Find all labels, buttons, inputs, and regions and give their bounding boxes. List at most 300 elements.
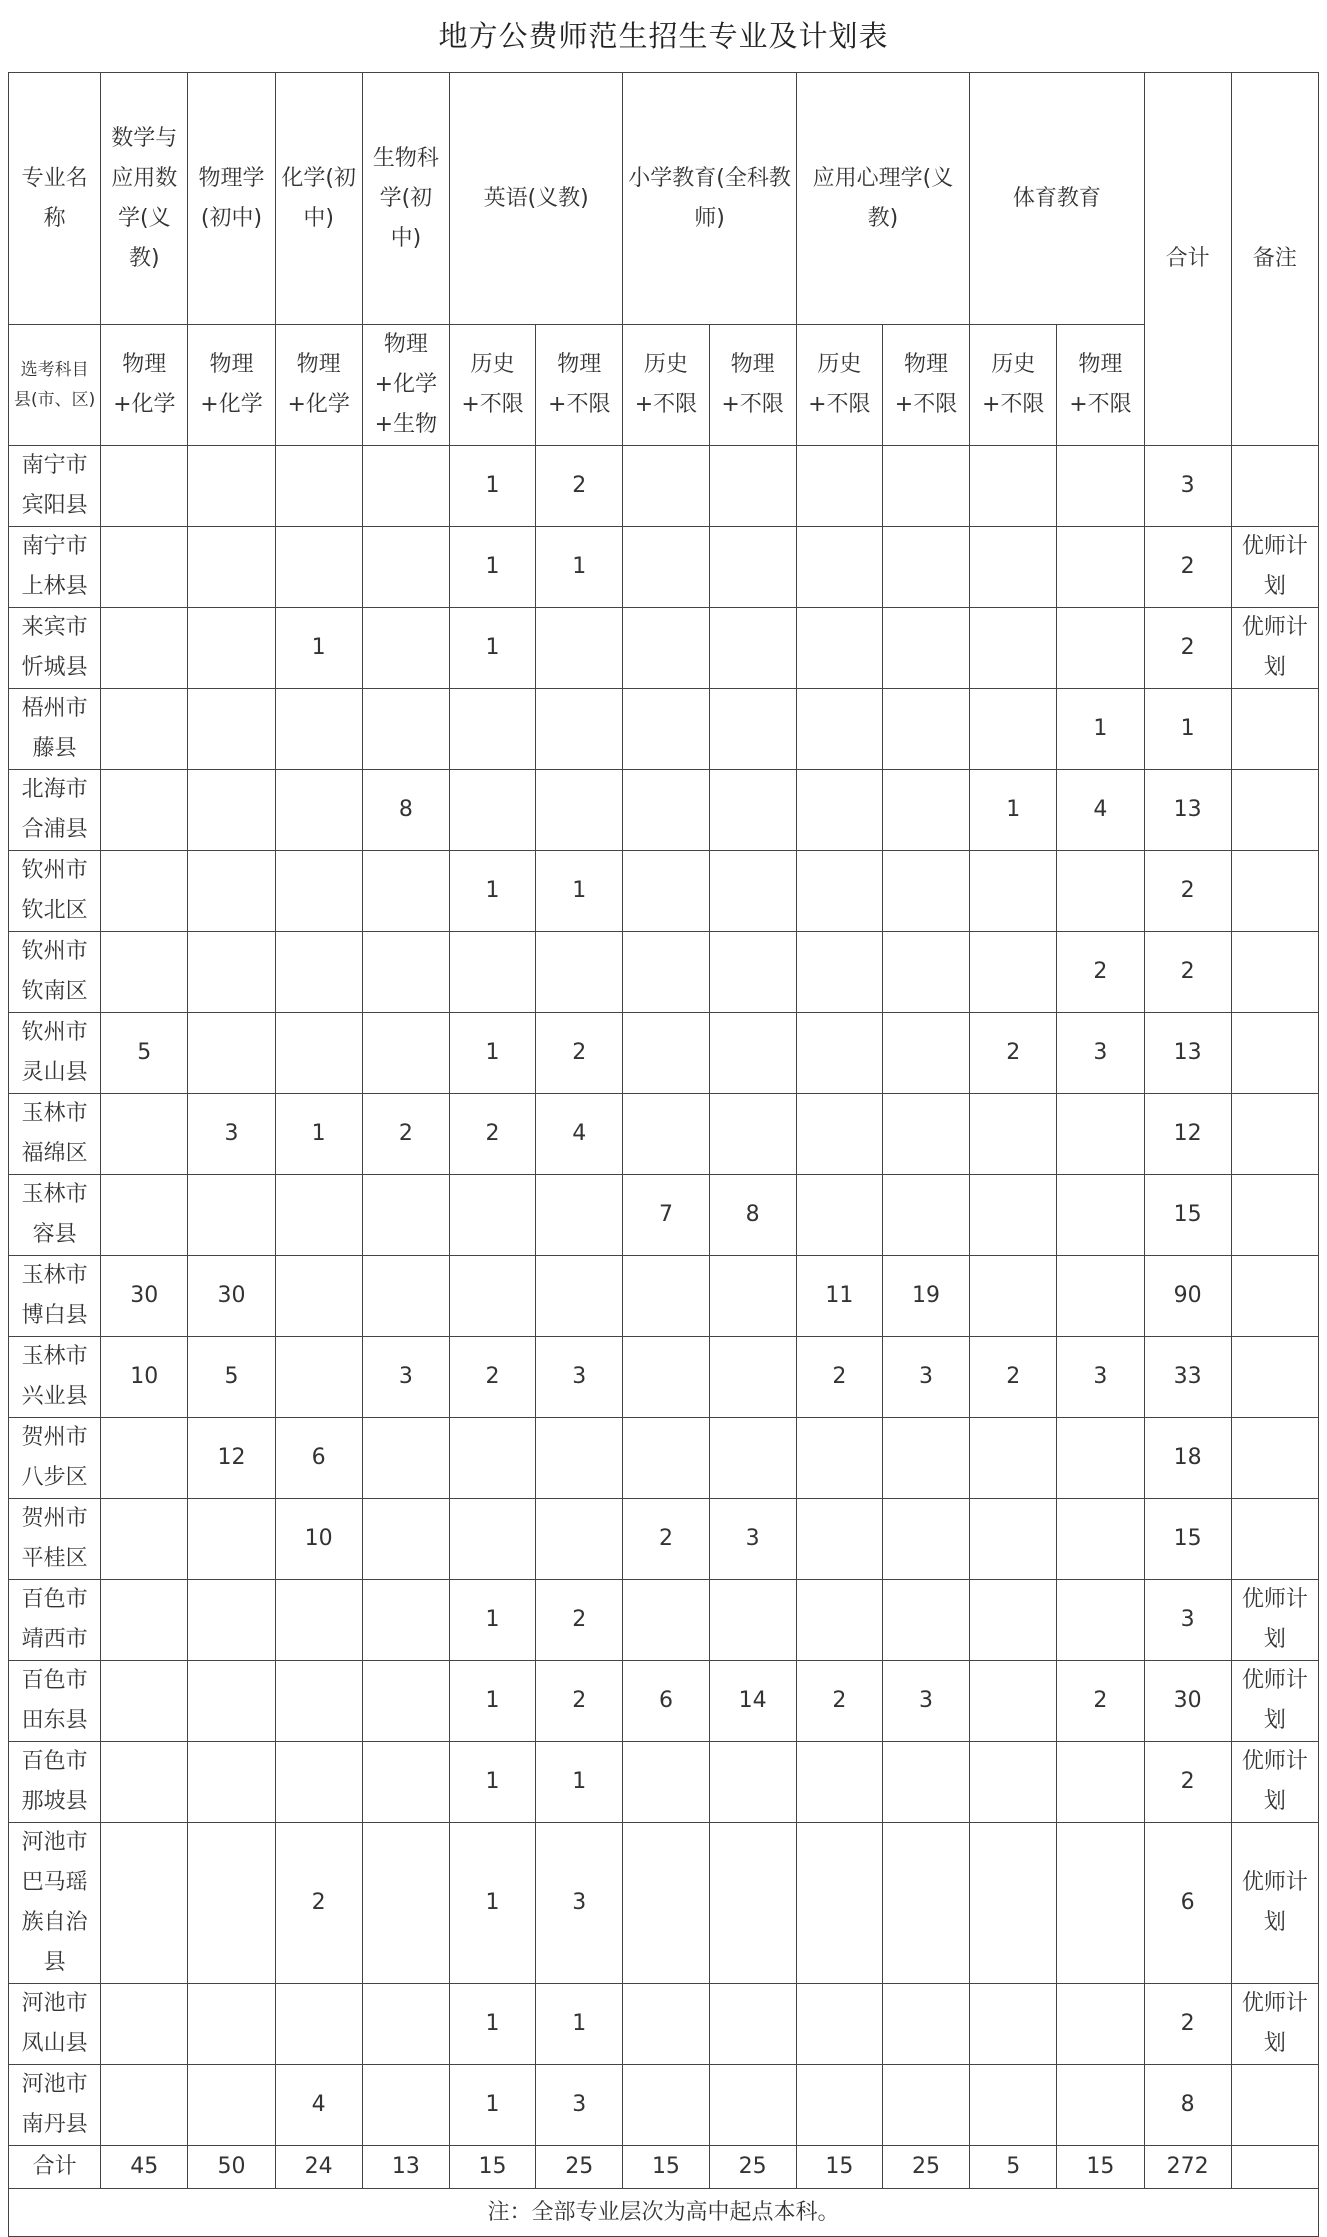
quota-cell	[101, 2065, 188, 2146]
quota-cell	[623, 1013, 709, 1094]
quota-cell: 1	[449, 2065, 535, 2146]
county-cell: 玉林市兴业县	[9, 1337, 101, 1418]
quota-cell	[101, 608, 188, 689]
quota-cell	[709, 1256, 796, 1337]
quota-cell	[796, 1499, 882, 1580]
quota-cell	[362, 446, 449, 527]
quota-cell	[1057, 527, 1144, 608]
quota-cell	[970, 527, 1057, 608]
quota-cell	[1057, 1094, 1144, 1175]
quota-cell	[796, 608, 882, 689]
quota-cell	[362, 1013, 449, 1094]
quota-cell	[362, 1742, 449, 1823]
quota-cell	[101, 851, 188, 932]
quota-cell: 30	[188, 1256, 275, 1337]
quota-cell	[882, 2065, 969, 2146]
quota-cell	[536, 932, 623, 1013]
quota-cell	[623, 770, 709, 851]
table-row	[9, 1175, 1319, 1256]
row-total-cell: 13	[1144, 1013, 1231, 1094]
quota-cell: 2	[536, 1661, 623, 1742]
quota-cell	[188, 1742, 275, 1823]
quota-cell	[970, 1094, 1057, 1175]
quota-cell: 2	[536, 1580, 623, 1661]
remark-cell: 优师计划	[1231, 1984, 1318, 2065]
quota-cell	[275, 527, 362, 608]
quota-cell	[449, 1175, 535, 1256]
quota-cell: 11	[796, 1256, 882, 1337]
quota-cell	[623, 1984, 709, 2065]
row-total-cell: 1	[1144, 689, 1231, 770]
quota-cell	[449, 932, 535, 1013]
remark-cell: 优师计划	[1231, 608, 1318, 689]
county-cell: 来宾市忻城县	[9, 608, 101, 689]
quota-cell	[709, 689, 796, 770]
quota-cell	[101, 770, 188, 851]
quota-cell: 3	[188, 1094, 275, 1175]
quota-cell	[882, 770, 969, 851]
quota-cell	[970, 1661, 1057, 1742]
quota-cell: 2	[970, 1337, 1057, 1418]
quota-cell	[623, 527, 709, 608]
quota-cell: 2	[796, 1661, 882, 1742]
quota-cell	[709, 1580, 796, 1661]
quota-cell	[709, 527, 796, 608]
row-total-cell: 12	[1144, 1094, 1231, 1175]
footnote: 注：全部专业层次为高中起点本科。	[9, 2189, 1319, 2237]
table-row	[9, 770, 1319, 851]
quota-cell	[1057, 1175, 1144, 1256]
table-row	[9, 1742, 1319, 1823]
remark-cell: 优师计划	[1231, 1661, 1318, 1742]
quota-cell	[882, 1823, 969, 1984]
row-total-cell: 13	[1144, 770, 1231, 851]
quota-cell	[882, 932, 969, 1013]
quota-cell: 1	[449, 1742, 535, 1823]
quota-cell	[623, 1256, 709, 1337]
quota-cell	[709, 851, 796, 932]
county-cell: 南宁市上林县	[9, 527, 101, 608]
quota-cell	[1057, 446, 1144, 527]
major-header-chemistry: 化学(初中)	[275, 73, 362, 325]
quota-cell	[623, 689, 709, 770]
table-row	[9, 446, 1319, 527]
quota-cell	[275, 851, 362, 932]
subject-cell: 物理+不限	[882, 325, 969, 446]
quota-cell	[536, 608, 623, 689]
row-total-cell: 2	[1144, 1984, 1231, 2065]
quota-cell	[275, 1013, 362, 1094]
quota-cell: 8	[709, 1175, 796, 1256]
quota-cell	[970, 1984, 1057, 2065]
quota-cell: 1	[275, 1094, 362, 1175]
quota-cell	[796, 446, 882, 527]
totals-label: 合计	[9, 2146, 101, 2189]
row-total-cell: 18	[1144, 1418, 1231, 1499]
subject-cell: 历史+不限	[970, 325, 1057, 446]
totals-remark-cell	[1231, 2146, 1318, 2189]
quota-cell	[882, 608, 969, 689]
table-row	[9, 1256, 1319, 1337]
row-total-cell: 30	[1144, 1661, 1231, 1742]
quota-cell	[709, 1742, 796, 1823]
quota-cell: 8	[362, 770, 449, 851]
quota-cell	[1057, 1742, 1144, 1823]
quota-cell	[362, 1661, 449, 1742]
quota-cell	[882, 851, 969, 932]
major-header-english: 英语(义教)	[449, 73, 622, 325]
quota-cell	[275, 1742, 362, 1823]
subject-cell: 物理+化学	[101, 325, 188, 446]
column-total-cell: 25	[882, 2146, 969, 2189]
quota-cell	[362, 1256, 449, 1337]
quota-cell: 1	[449, 608, 535, 689]
county-cell: 南宁市宾阳县	[9, 446, 101, 527]
quota-cell	[275, 1661, 362, 1742]
quota-cell: 2	[536, 446, 623, 527]
quota-cell	[275, 1256, 362, 1337]
table-row	[9, 2065, 1319, 2146]
table-row	[9, 608, 1319, 689]
subject-cell: 物理+化学	[188, 325, 275, 446]
quota-cell: 3	[362, 1337, 449, 1418]
quota-cell	[623, 1094, 709, 1175]
quota-cell	[275, 1580, 362, 1661]
quota-cell: 14	[709, 1661, 796, 1742]
quota-cell: 3	[1057, 1013, 1144, 1094]
column-total-cell: 45	[101, 2146, 188, 2189]
quota-cell	[101, 446, 188, 527]
subject-cell: 历史+不限	[796, 325, 882, 446]
quota-cell	[536, 689, 623, 770]
remark-cell: 优师计划	[1231, 527, 1318, 608]
quota-cell: 1	[275, 608, 362, 689]
remark-cell	[1231, 1256, 1318, 1337]
quota-cell	[1057, 2065, 1144, 2146]
row-total-cell: 3	[1144, 446, 1231, 527]
row-total-cell: 2	[1144, 851, 1231, 932]
header-row-subjects	[9, 325, 1319, 446]
quota-cell	[882, 1499, 969, 1580]
totals-row	[9, 2146, 1319, 2189]
quota-cell: 3	[536, 1823, 623, 1984]
quota-cell	[623, 446, 709, 527]
quota-cell	[623, 932, 709, 1013]
quota-cell	[882, 527, 969, 608]
quota-cell	[275, 770, 362, 851]
table-row	[9, 1580, 1319, 1661]
quota-cell	[275, 446, 362, 527]
quota-cell	[275, 1337, 362, 1418]
quota-cell	[362, 1580, 449, 1661]
quota-cell	[796, 1013, 882, 1094]
quota-cell	[882, 1418, 969, 1499]
quota-cell	[188, 1013, 275, 1094]
quota-cell	[101, 1661, 188, 1742]
remark-cell	[1231, 1094, 1318, 1175]
quota-cell: 10	[275, 1499, 362, 1580]
county-cell: 北海市合浦县	[9, 770, 101, 851]
quota-cell	[1057, 1256, 1144, 1337]
quota-cell	[101, 932, 188, 1013]
quota-cell: 30	[101, 1256, 188, 1337]
quota-cell	[970, 932, 1057, 1013]
quota-cell	[449, 1418, 535, 1499]
county-cell: 河池市南丹县	[9, 2065, 101, 2146]
major-header-primary-education: 小学教育(全科教师)	[623, 73, 796, 325]
remark-cell: 优师计划	[1231, 1823, 1318, 1984]
remark-cell	[1231, 851, 1318, 932]
quota-cell: 6	[275, 1418, 362, 1499]
quota-cell	[709, 932, 796, 1013]
quota-cell	[709, 2065, 796, 2146]
quota-cell	[188, 2065, 275, 2146]
row-total-cell: 8	[1144, 2065, 1231, 2146]
quota-cell	[709, 608, 796, 689]
quota-cell	[796, 689, 882, 770]
quota-cell: 1	[536, 1742, 623, 1823]
table-row	[9, 932, 1319, 1013]
quota-cell	[970, 851, 1057, 932]
quota-cell	[1057, 608, 1144, 689]
quota-cell	[882, 689, 969, 770]
column-total-cell: 13	[362, 2146, 449, 2189]
column-total-cell: 25	[709, 2146, 796, 2189]
row-total-cell: 2	[1144, 1742, 1231, 1823]
quota-cell	[709, 770, 796, 851]
quota-cell	[188, 1580, 275, 1661]
quota-cell	[709, 1823, 796, 1984]
subject-cell: 物理+不限	[1057, 325, 1144, 446]
column-total-cell: 5	[970, 2146, 1057, 2189]
quota-cell	[709, 1094, 796, 1175]
enrollment-plan-table	[8, 72, 1319, 2237]
remark-cell	[1231, 1499, 1318, 1580]
quota-cell	[101, 1984, 188, 2065]
quota-cell	[188, 527, 275, 608]
quota-cell	[709, 1013, 796, 1094]
quota-cell: 1	[536, 527, 623, 608]
row-total-cell: 90	[1144, 1256, 1231, 1337]
quota-cell	[188, 851, 275, 932]
table-row	[9, 1661, 1319, 1742]
quota-cell	[1057, 851, 1144, 932]
row-total-cell: 15	[1144, 1499, 1231, 1580]
quota-cell: 1	[449, 1661, 535, 1742]
column-total-cell: 24	[275, 2146, 362, 2189]
quota-cell: 2	[275, 1823, 362, 1984]
remark-cell	[1231, 1337, 1318, 1418]
quota-cell	[882, 446, 969, 527]
quota-cell	[101, 689, 188, 770]
table-row	[9, 527, 1319, 608]
quota-cell	[101, 1499, 188, 1580]
county-cell: 百色市那坡县	[9, 1742, 101, 1823]
column-total-cell: 50	[188, 2146, 275, 2189]
quota-cell	[623, 1337, 709, 1418]
quota-cell	[101, 1094, 188, 1175]
quota-cell: 1	[449, 1013, 535, 1094]
table-row	[9, 1337, 1319, 1418]
quota-cell	[362, 1499, 449, 1580]
quota-cell: 6	[623, 1661, 709, 1742]
row-total-cell: 33	[1144, 1337, 1231, 1418]
subject-cell: 历史+不限	[449, 325, 535, 446]
major-header-physics: 物理学(初中)	[188, 73, 275, 325]
quota-cell	[188, 1984, 275, 2065]
quota-cell	[362, 1823, 449, 1984]
quota-cell: 3	[882, 1661, 969, 1742]
row-total-cell: 3	[1144, 1580, 1231, 1661]
quota-cell	[623, 2065, 709, 2146]
quota-cell	[362, 1418, 449, 1499]
column-total-cell: 25	[536, 2146, 623, 2189]
quota-cell	[188, 608, 275, 689]
quota-cell	[101, 527, 188, 608]
remark-cell	[1231, 2065, 1318, 2146]
quota-cell: 2	[536, 1013, 623, 1094]
quota-cell	[796, 1175, 882, 1256]
quota-cell	[970, 2065, 1057, 2146]
quota-cell	[362, 1984, 449, 2065]
quota-cell: 2	[796, 1337, 882, 1418]
quota-cell	[709, 1984, 796, 2065]
quota-cell	[1057, 1418, 1144, 1499]
quota-cell	[970, 1823, 1057, 1984]
header-row-majors	[9, 73, 1319, 325]
county-cell: 钦州市灵山县	[9, 1013, 101, 1094]
quota-cell: 4	[275, 2065, 362, 2146]
quota-cell: 5	[188, 1337, 275, 1418]
remark-cell	[1231, 689, 1318, 770]
quota-cell: 1	[449, 446, 535, 527]
row-total-cell: 15	[1144, 1175, 1231, 1256]
subject-cell: 物理+化学	[275, 325, 362, 446]
quota-cell	[1057, 1499, 1144, 1580]
quota-cell	[362, 1175, 449, 1256]
quota-cell	[970, 1175, 1057, 1256]
quota-cell	[1057, 1823, 1144, 1984]
quota-cell	[275, 1175, 362, 1256]
quota-cell	[970, 1499, 1057, 1580]
quota-cell	[188, 770, 275, 851]
remark-cell	[1231, 932, 1318, 1013]
table-row	[9, 1823, 1319, 1984]
quota-cell	[796, 851, 882, 932]
table-row	[9, 1013, 1319, 1094]
quota-cell	[970, 1580, 1057, 1661]
column-total-cell: 15	[796, 2146, 882, 2189]
county-cell: 河池市凤山县	[9, 1984, 101, 2065]
quota-cell	[449, 1256, 535, 1337]
quota-cell	[1057, 1984, 1144, 2065]
quota-cell: 1	[449, 851, 535, 932]
quota-cell: 1	[449, 1984, 535, 2065]
quota-cell	[188, 1499, 275, 1580]
quota-cell	[623, 608, 709, 689]
quota-cell	[362, 2065, 449, 2146]
major-header-pe: 体育教育	[970, 73, 1144, 325]
table-row	[9, 1094, 1319, 1175]
quota-cell: 1	[970, 770, 1057, 851]
county-cell: 玉林市博白县	[9, 1256, 101, 1337]
quota-cell: 2	[449, 1337, 535, 1418]
quota-cell: 7	[623, 1175, 709, 1256]
subject-county-label: 选考科目县(市、区)	[9, 325, 101, 446]
remark-cell	[1231, 446, 1318, 527]
quota-cell	[882, 1094, 969, 1175]
county-cell: 百色市田东县	[9, 1661, 101, 1742]
quota-cell	[882, 1580, 969, 1661]
row-total-cell: 2	[1144, 932, 1231, 1013]
quota-cell: 4	[1057, 770, 1144, 851]
county-cell: 钦州市钦北区	[9, 851, 101, 932]
quota-cell: 12	[188, 1418, 275, 1499]
quota-cell	[188, 689, 275, 770]
quota-cell	[882, 1175, 969, 1256]
county-cell: 钦州市钦南区	[9, 932, 101, 1013]
quota-cell	[536, 770, 623, 851]
quota-cell	[796, 2065, 882, 2146]
quota-cell	[188, 446, 275, 527]
quota-cell	[970, 1418, 1057, 1499]
quota-cell	[970, 446, 1057, 527]
major-name-header: 专业名称	[9, 73, 101, 325]
quota-cell: 2	[449, 1094, 535, 1175]
quota-cell	[882, 1742, 969, 1823]
quota-cell	[362, 608, 449, 689]
county-cell: 贺州市八步区	[9, 1418, 101, 1499]
quota-cell	[188, 1661, 275, 1742]
quota-cell: 1	[449, 527, 535, 608]
quota-cell	[362, 932, 449, 1013]
major-header-biology: 生物科学(初中)	[362, 73, 449, 325]
county-cell: 梧州市藤县	[9, 689, 101, 770]
quota-cell: 10	[101, 1337, 188, 1418]
county-cell: 百色市靖西市	[9, 1580, 101, 1661]
quota-cell	[536, 1256, 623, 1337]
quota-cell	[623, 1823, 709, 1984]
quota-cell: 1	[449, 1823, 535, 1984]
quota-cell	[623, 1418, 709, 1499]
quota-cell	[536, 1418, 623, 1499]
quota-cell: 19	[882, 1256, 969, 1337]
quota-cell	[970, 689, 1057, 770]
remark-cell	[1231, 1175, 1318, 1256]
quota-cell	[623, 1742, 709, 1823]
quota-cell	[188, 1823, 275, 1984]
quota-cell	[449, 1499, 535, 1580]
quota-cell	[101, 1418, 188, 1499]
quota-cell	[623, 1580, 709, 1661]
quota-cell	[882, 1984, 969, 2065]
remark-cell: 优师计划	[1231, 1742, 1318, 1823]
quota-cell: 1	[1057, 689, 1144, 770]
remark-cell	[1231, 1418, 1318, 1499]
row-total-cell: 2	[1144, 527, 1231, 608]
page-title: 地方公费师范生招生专业及计划表	[438, 19, 889, 53]
quota-cell: 2	[362, 1094, 449, 1175]
column-total-cell: 15	[449, 2146, 535, 2189]
subject-cell: 物理+不限	[536, 325, 623, 446]
quota-cell	[275, 1984, 362, 2065]
county-cell: 玉林市容县	[9, 1175, 101, 1256]
county-cell: 玉林市福绵区	[9, 1094, 101, 1175]
quota-cell	[970, 608, 1057, 689]
quota-cell	[101, 1580, 188, 1661]
quota-cell	[1057, 1580, 1144, 1661]
total-header: 合计	[1144, 73, 1231, 446]
